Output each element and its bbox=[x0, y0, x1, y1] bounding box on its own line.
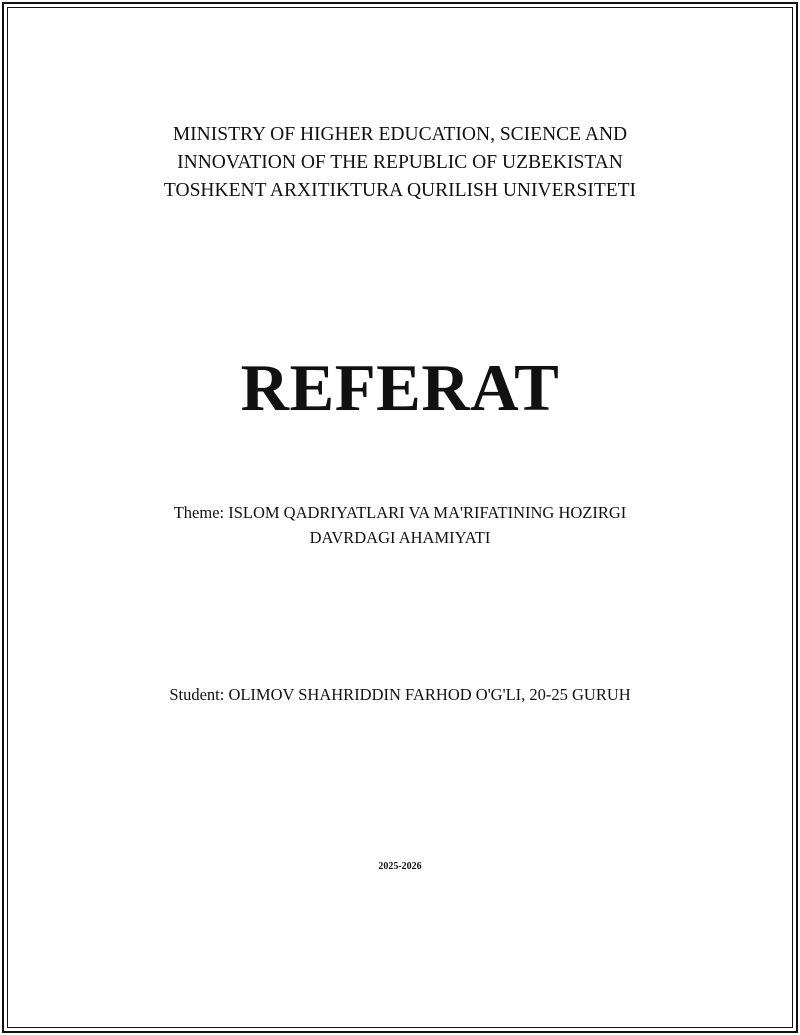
academic-year: 2025-2026 bbox=[378, 861, 422, 872]
header-line-3: TOSHKENT ARXITIKTURA QURILISH UNIVERSITETI bbox=[163, 180, 637, 201]
header-line-2: INNOVATION OF THE REPUBLIC OF UZBEKISTAN bbox=[177, 152, 623, 173]
document-title: REFERAT bbox=[240, 351, 560, 425]
institution-header bbox=[0, 121, 800, 205]
theme-line-1: Theme: ISLOM QADRIYATLARI VA MA'RIFATINING HOZIRGI bbox=[173, 503, 627, 522]
theme-line-2: DAVRDAGI AHAMIYATI bbox=[309, 528, 491, 547]
header-line-1: MINISTRY OF HIGHER EDUCATION, SCIENCE AND bbox=[172, 124, 628, 145]
student-info: Student: OLIMOV SHAHRIDDIN FARHOD O'G'LI, 20-25 GURUH bbox=[169, 685, 631, 704]
theme-block bbox=[0, 500, 800, 550]
